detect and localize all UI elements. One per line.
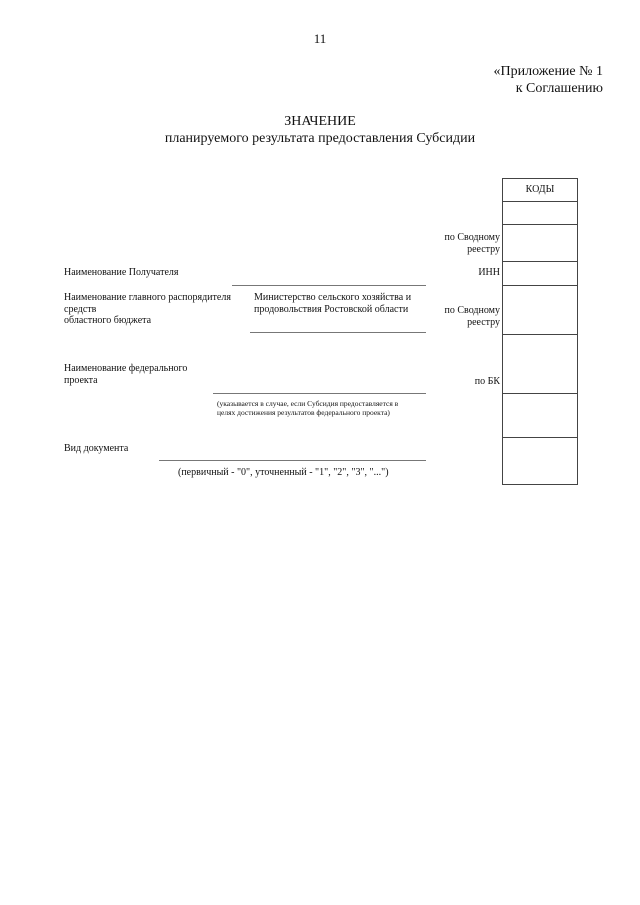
federal-project-label: Наименование федерального проекта (64, 363, 188, 386)
recipient-label: Наименование Получателя (64, 267, 179, 278)
codes-row-separator (503, 285, 577, 286)
inn-label: ИНН (478, 267, 500, 278)
doc-type-line (159, 460, 426, 461)
title-line-1: ЗНАЧЕНИЕ (284, 114, 356, 129)
recipient-name-line (232, 285, 426, 286)
page-number: 11 (313, 31, 327, 46)
gras-label: Наименование главного распорядителя средств областного бюджета (64, 292, 231, 326)
codes-row-separator (503, 334, 577, 335)
codes-table (502, 178, 578, 485)
federal-project-note: (указывается в случае, если Субсидия предоставляется в целях достижения результатов федерального проекта) (217, 399, 399, 417)
codes-row-separator (503, 393, 577, 394)
doc-type-note: (первичный - "0", уточненный - "1", "2", "3", "...") (178, 467, 389, 478)
federal-project-line (213, 393, 426, 394)
appendix-line-1: «Приложение № 1 (493, 64, 603, 79)
codes-row-separator (503, 261, 577, 262)
svodny-reestr-label-2: по Сводному реестру (444, 305, 500, 328)
doc-type-label: Вид документа (64, 443, 129, 454)
gras-value: Министерство сельского хозяйства и продовольствия Ростовской области (254, 292, 412, 315)
svodny-reestr-label-1: по Сводному реестру (444, 232, 500, 255)
title-line-2: планируемого результата предоставления Субсидии (164, 131, 476, 146)
document-title (0, 113, 640, 147)
codes-row-separator (503, 437, 577, 438)
appendix-line-2: к Соглашению (515, 81, 603, 96)
appendix-reference (494, 63, 604, 97)
gras-value-line (250, 332, 426, 333)
codes-row-separator (503, 224, 577, 225)
bk-label: по БК (474, 376, 500, 387)
codes-header: КОДЫ (503, 179, 577, 202)
